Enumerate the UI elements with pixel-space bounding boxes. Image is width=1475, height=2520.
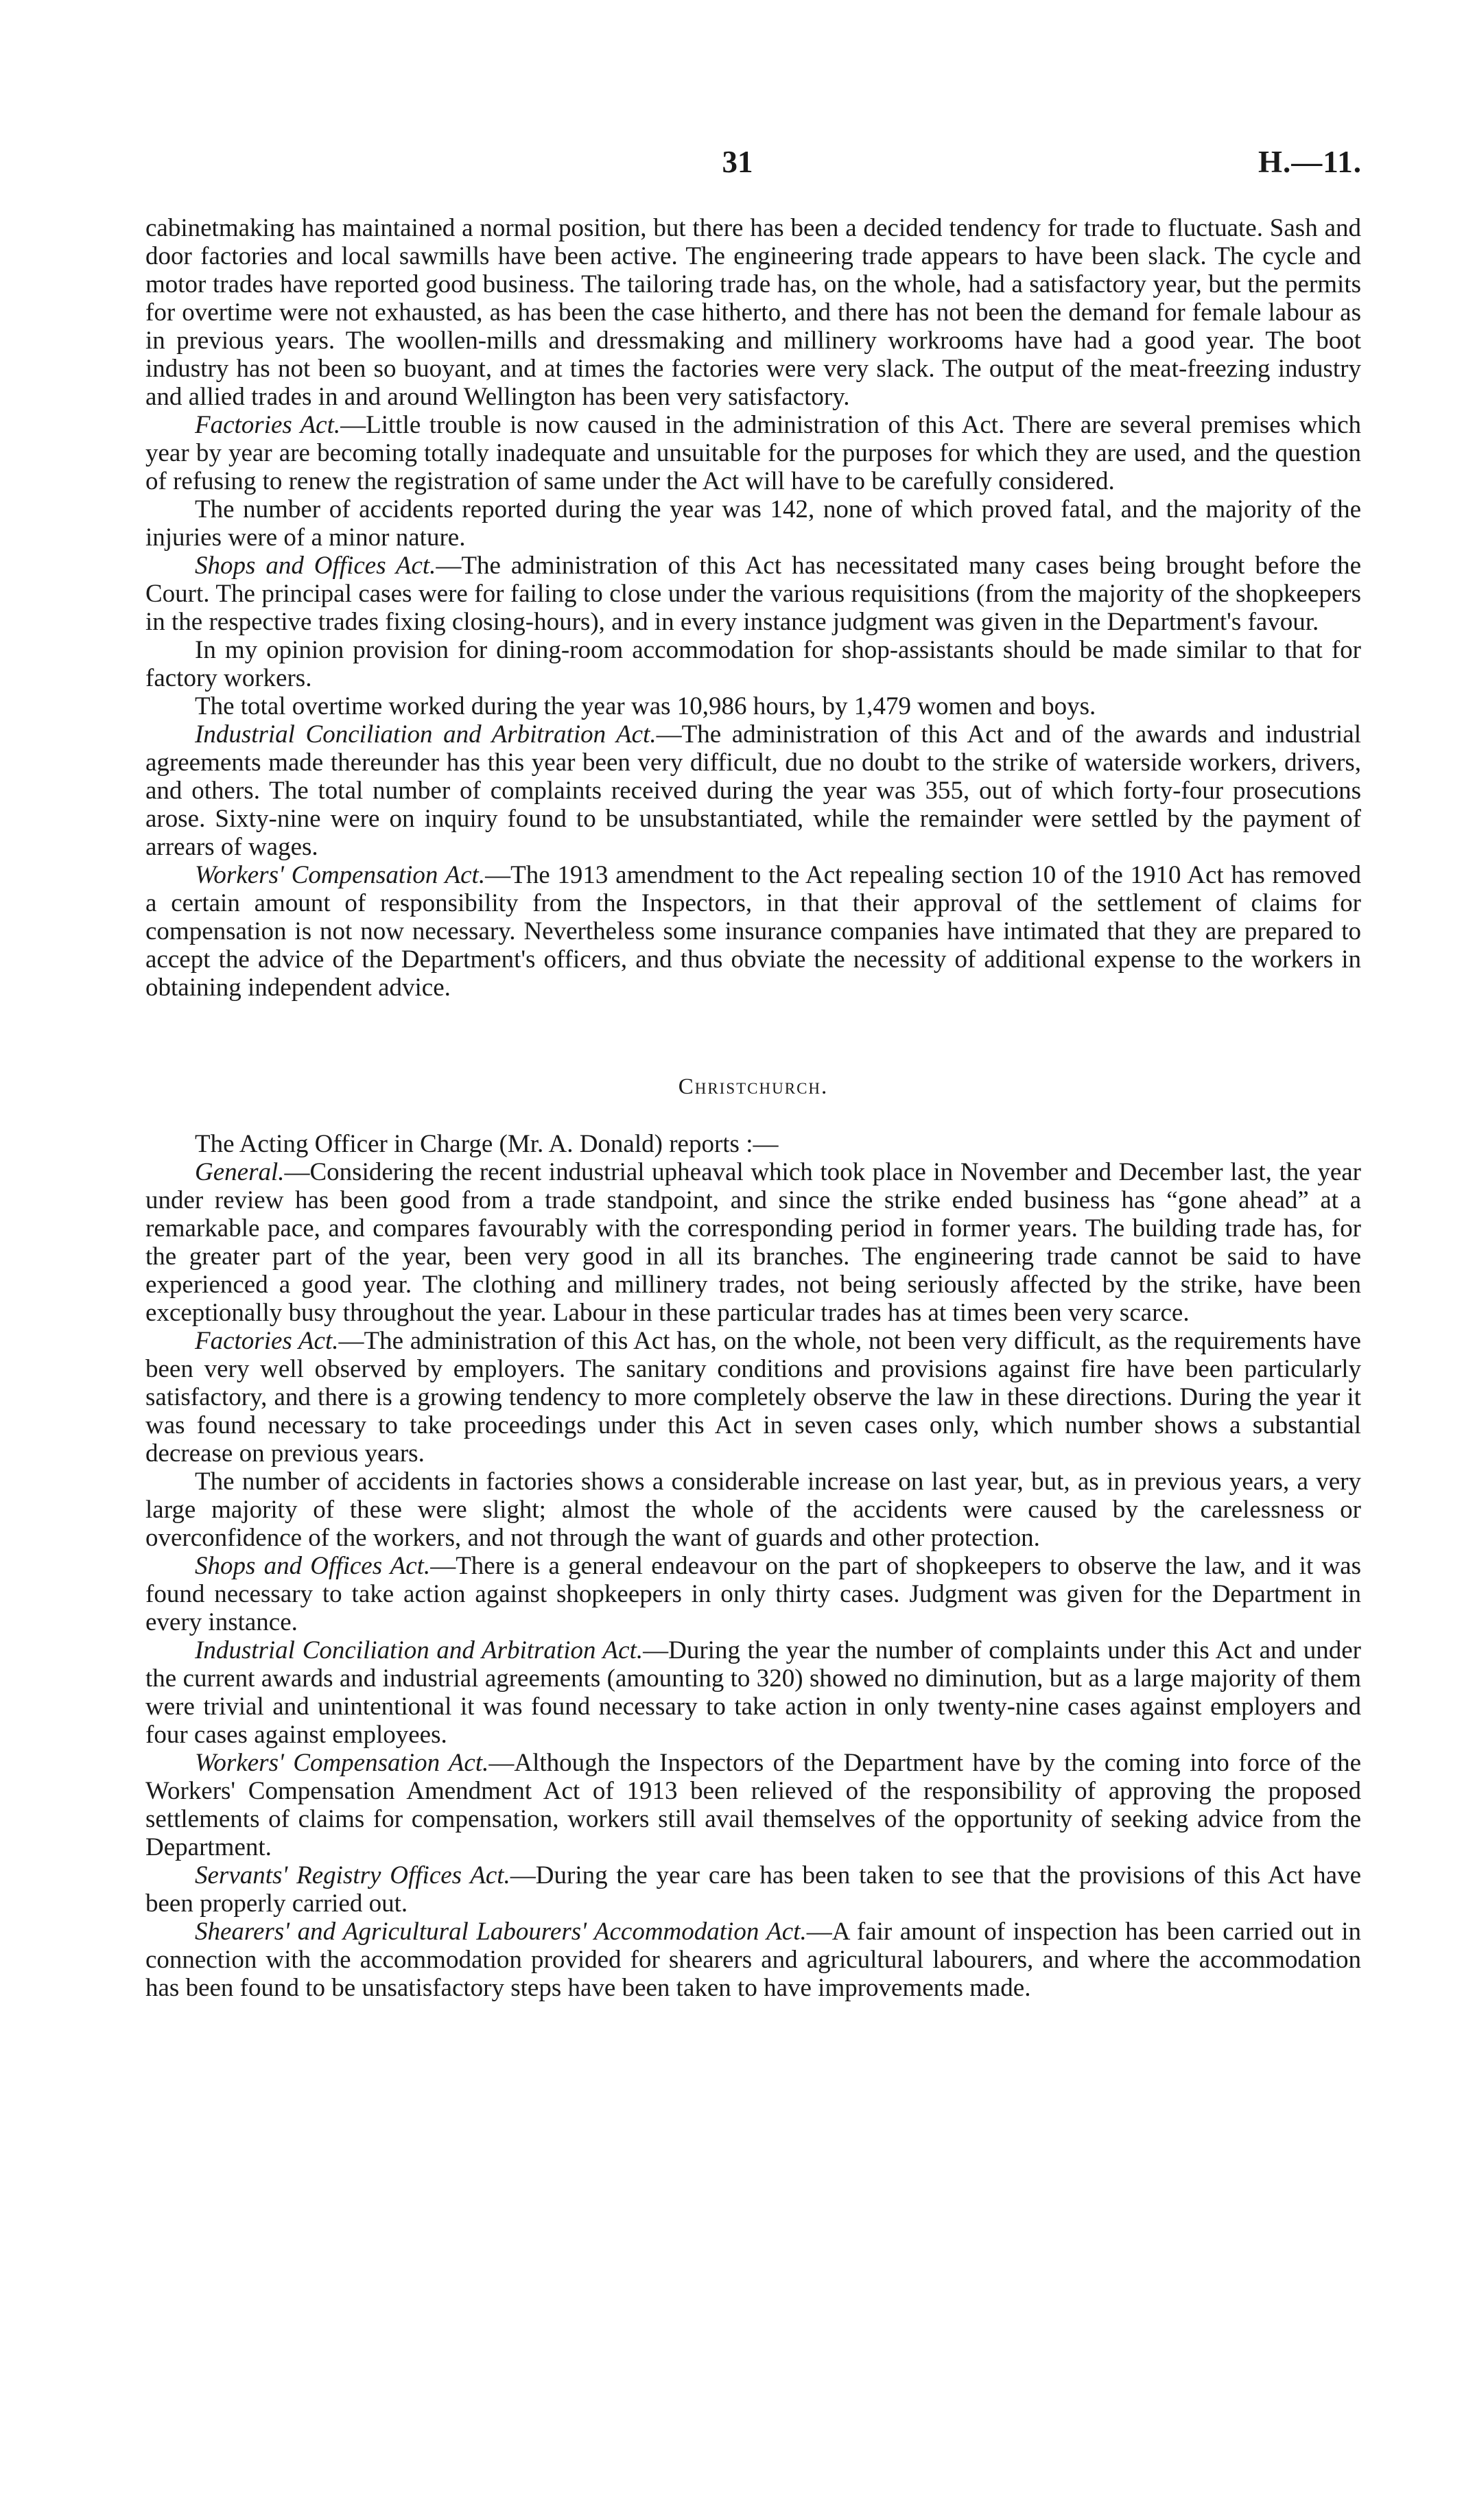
wellington-compensation-paragraph <box>145 861 1361 1002</box>
christchurch-factories-paragraph <box>145 1327 1361 1468</box>
paragraph-text: —Little trouble is now caused in the administration of this Act. There are several premises which year by year are becoming totally inadequate and unsuitable for the purposes for which they are used, and the question of refusing to renew the registration of same under the Act will have to be carefully considered. <box>145 411 1361 495</box>
paragraph-text: —The administration of this Act and of the awards and industrial agreements made thereunder has this year been very difficult, due no doubt to the strike of waterside workers, drivers, and others. The total number of complaints received during the year was 355, out of which forty-four prosecutions arose. Sixty-nine were on inquiry found to be unsubstantiated, while the remainder were settled by the payment of arrears of wages. <box>145 720 1361 861</box>
christchurch-general-paragraph <box>145 1158 1361 1327</box>
wellington-dining-paragraph: In my opinion provision for dining-room accommodation for shop-assistants should be made similar to that for factory workers. <box>145 636 1361 692</box>
christchurch-accidents-paragraph: The number of accidents in factories shows a considerable increase on last year, but, as in previous years, a very large majority of these were slight; almost the whole of the accidents were caused by the carelessness or overconfidence of the workers, and not through the want of guards and other protection. <box>145 1468 1361 1552</box>
wellington-accidents-paragraph: The number of accidents reported during the year was 142, none of which proved fatal, and the majority of the injuries were of a minor nature. <box>145 495 1361 552</box>
paragraph-heading: Workers' Compensation Act. <box>195 1749 489 1777</box>
paragraph-text: —During the year care has been taken to see that the provisions of this Act have been properly carried out. <box>145 1861 1361 1918</box>
christchurch-compensation-paragraph <box>145 1749 1361 1861</box>
paragraph-heading: Industrial Conciliation and Arbitration Act. <box>195 720 657 749</box>
wellington-arbitration-paragraph <box>145 720 1361 861</box>
wellington-factories-paragraph <box>145 411 1361 495</box>
paragraph-text: —There is a general endeavour on the part of shopkeepers to observe the law, and it was found necessary to take action against shopkeepers in only thirty cases. Judgment was given for the Department in every instance. <box>145 1552 1361 1636</box>
christchurch-servants-paragraph <box>145 1861 1361 1918</box>
paragraph-heading: General. <box>195 1158 285 1186</box>
christchurch-shearers-paragraph <box>145 1918 1361 2002</box>
paragraph-text: —The 1913 amendment to the Act repealing section 10 of the 1910 Act has removed a certain amount of responsibility from the Inspectors, in that their approval of the settlement of claims for compensation is not now necessary. Nevertheless some insurance companies have intimated that they are prepared to accept the advice of the Department's officers, and thus obviate the necessity of additional expense to the workers in obtaining independent advice. <box>145 861 1361 1002</box>
christchurch-shops-paragraph <box>145 1552 1361 1636</box>
christchurch-intro: The Acting Officer in Charge (Mr. A. Donald) reports :— <box>195 1130 779 1158</box>
paragraph-heading: Servants' Registry Offices Act. <box>195 1861 510 1889</box>
paragraph-heading: Shearers' and Agricultural Labourers' Accommodation Act. <box>195 1918 807 1946</box>
christchurch-arbitration-paragraph <box>145 1636 1361 1749</box>
paragraph-text: —The administration of this Act has necessitated many cases being brought before the Court. The principal cases were for failing to close under the various requisitions (from the majority of the shopkeepers in the respective trades fixing closing-hours), and in every instance judgment was given in the Department's favour. <box>145 552 1361 636</box>
paragraph-heading: Factories Act. <box>195 1327 339 1355</box>
page-number: 31 <box>722 145 753 179</box>
paragraph-text: —The administration of this Act has, on the whole, not been very difficult, as the requirements have been very well observed by employers. The sanitary conditions and provisions against fire have been particularly satisfactory, and there is a growing tendency to more completely observe the law in these directions. During the year it was found necessary to take proceedings under this Act in seven cases only, which number shows a substantial decrease on previous years. <box>145 1327 1361 1468</box>
paragraph-heading: Factories Act. <box>195 411 341 439</box>
paragraph-text: —Considering the recent industrial upheaval which took place in November and December last, the year under review has been good from a trade standpoint, and since the strike ended business has “gone ahead” at a remarkable pace, and compares favourably with the corresponding period in former years. The building trade has, for the greater part of the year, been very good in all its branches. The engineering trade cannot be said to have experienced a good year. The clothing and millinery trades, not being seriously affected by the strike, have been exceptionally busy throughout the year. Labour in these particular trades has at times been very scarce. <box>145 1158 1361 1327</box>
document-reference: H.—11. <box>1258 145 1362 179</box>
paragraph-heading: Industrial Conciliation and Arbitration Act. <box>195 1636 644 1664</box>
wellington-overtime-paragraph: The total overtime worked during the year was 10,986 hours, by 1,479 women and boys. <box>195 692 1096 720</box>
christchurch-section-title: Christchurch. <box>678 1074 829 1099</box>
paragraph-text: —A fair amount of inspection has been carried out in connection with the accommodation provided for shearers and agricultural labourers, and where the accommodation has been found to be unsatisfactory steps have been taken to have improvements made. <box>145 1918 1361 2002</box>
wellington-shops-paragraph <box>145 552 1361 636</box>
page-body <box>145 214 1361 2002</box>
paragraph-text: —During the year the number of complaints under this Act and under the current awards and industrial agreements (amounting to 320) showed no diminution, but as a large majority of them were trivial and unintentional it was found necessary to take action in only twenty-nine cases against employers and four cases against employees. <box>145 1636 1361 1749</box>
paragraph-text: —Although the Inspectors of the Department have by the coming into force of the Workers' Compensation Amendment Act of 1913 been relieved of the responsibility of approving the proposed settlements of claims for compensation, workers still avail themselves of the opportunity of seeking advice from the Department. <box>145 1749 1362 1861</box>
paragraph-heading: Workers' Compensation Act. <box>195 861 486 889</box>
paragraph-heading: Shops and Offices Act. <box>195 1552 431 1580</box>
wellington-trades-paragraph: cabinetmaking has maintained a normal position, but there has been a decided tendency for trade to fluctuate. Sash and door factories and local sawmills have been active. The engineering trade appears to have been slack. The cycle and motor trades have reported good business. The tailoring trade has, on the whole, had a satisfactory year, but the permits for overtime were not exhausted, as has been the case hitherto, and there has not been the demand for female labour as in previous years. The woollen-mills and dressmaking and millinery workrooms have had a good year. The boot industry has not been so buoyant, and at times the factories were very slack. The output of the meat-freezing industry and allied trades in and around Wellington has been very satisfactory. <box>145 214 1361 411</box>
paragraph-heading: Shops and Offices Act. <box>195 552 436 580</box>
